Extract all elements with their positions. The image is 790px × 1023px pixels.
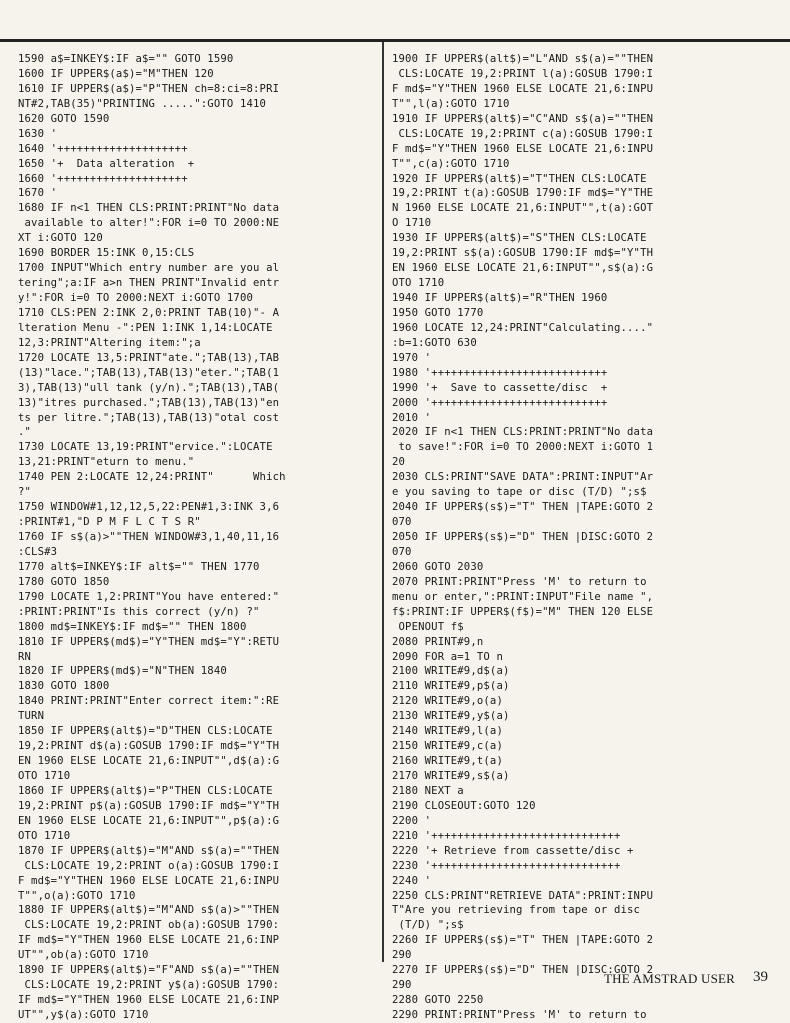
- code-line: tering";a:IF a>n THEN PRINT"Invalid entr: [18, 277, 280, 290]
- code-line: F md$="Y"THEN 1960 ELSE LOCATE 21,6:INPU: [392, 142, 654, 155]
- code-line: 1660 '++++++++++++++++++++: [18, 172, 188, 185]
- code-line: 2160 WRITE#9,t(a): [392, 755, 503, 768]
- code-line: 2020 IF n<1 THEN CLS:PRINT:PRINT"No data: [392, 426, 654, 439]
- code-line: 1650 '+ Data alteration +: [18, 157, 195, 170]
- column-divider: [382, 42, 384, 962]
- code-line: 1590 a$=INKEY$:IF a$="" GOTO 1590: [18, 53, 234, 65]
- code-line: 1670 ': [18, 187, 58, 200]
- code-line: IF md$="Y"THEN 1960 ELSE LOCATE 21,6:INP: [18, 934, 280, 947]
- code-line: 2180 NEXT a: [392, 784, 464, 797]
- code-line: 1820 IF UPPER$(md$)="N"THEN 1840: [18, 665, 227, 678]
- code-line: CLS:LOCATE 19,2:PRINT o(a):GOSUB 1790:I: [18, 859, 280, 872]
- code-line: :b=1:GOTO 630: [392, 336, 477, 349]
- code-line: 13,21:PRINT"eturn to menu.": [18, 456, 195, 469]
- listing-left-column: [18, 52, 380, 1021]
- code-line: 1760 IF s$(a)>""THEN WINDOW#3,1,40,11,16: [18, 531, 280, 543]
- code-line: 19,2:PRINT t(a):GOSUB 1790:IF md$="Y"THE: [392, 187, 654, 200]
- code-line: 2080 PRINT#9,n: [392, 635, 484, 648]
- code-line: 2140 WRITE#9,l(a): [392, 725, 503, 738]
- code-line: 070: [392, 516, 412, 529]
- code-line: .": [18, 426, 32, 439]
- code-line: 2200 ': [392, 814, 432, 827]
- code-line: 1680 IF n<1 THEN CLS:PRINT:PRINT"No data: [18, 202, 280, 215]
- code-line: e you saving to tape or disc (T/D) ";s$: [392, 486, 647, 499]
- code-line: ts per litre.";TAB(13),TAB(13)"otal cost: [18, 411, 280, 424]
- code-line: 1850 IF UPPER$(alt$)="D"THEN CLS:LOCATE: [18, 725, 273, 738]
- code-line: :PRINT:PRINT"Is this correct (y/n) ?": [18, 605, 260, 618]
- code-line: CLS:LOCATE 19,2:PRINT l(a):GOSUB 1790:I: [392, 67, 654, 80]
- code-line: 3),TAB(13)"ull tank (y/n).";TAB(13),TAB(: [18, 381, 280, 394]
- code-line: O 1710: [392, 217, 432, 230]
- code-line: OPENOUT f$: [392, 620, 464, 633]
- code-line: 2130 WRITE#9,y$(a): [392, 710, 510, 723]
- code-line: 1890 IF UPPER$(alt$)="F"AND s$(a)=""THEN: [18, 964, 280, 977]
- code-line: 1770 alt$=INKEY$:IF alt$="" THEN 1770: [18, 560, 260, 573]
- code-line: CLS:LOCATE 19,2:PRINT y$(a):GOSUB 1790:: [18, 979, 280, 992]
- code-line: :PRINT#1,"D P M F L C T S R": [18, 516, 201, 529]
- code-line: 1920 IF UPPER$(alt$)="T"THEN CLS:LOCATE: [392, 172, 647, 185]
- code-line: T"",l(a):GOTO 1710: [392, 97, 510, 110]
- code-line: 2210 '+++++++++++++++++++++++++++++: [392, 829, 621, 842]
- code-line: 2150 WRITE#9,c(a): [392, 740, 503, 753]
- code-line: 1990 '+ Save to cassette/disc +: [392, 381, 608, 394]
- code-line: 1970 ': [392, 351, 432, 364]
- code-line: 1700 INPUT"Which entry number are you al: [18, 262, 280, 275]
- code-line: 1940 IF UPPER$(alt$)="R"THEN 1960: [392, 292, 608, 304]
- code-line: 1620 GOTO 1590: [18, 112, 110, 125]
- code-line: 1950 GOTO 1770: [392, 306, 484, 319]
- code-line: 1690 BORDER 15:INK 0,15:CLS: [18, 247, 195, 260]
- code-line: 290: [392, 979, 412, 992]
- page-number: 39: [753, 969, 768, 985]
- code-line: 1860 IF UPPER$(alt$)="P"THEN CLS:LOCATE: [18, 784, 273, 797]
- code-line: 2060 GOTO 2030: [392, 560, 484, 573]
- code-line: menu or enter,":PRINT:INPUT"File name ",: [392, 590, 654, 603]
- code-line: 1630 ': [18, 127, 58, 140]
- code-line: CLS:LOCATE 19,2:PRINT ob(a):GOSUB 1790:: [18, 919, 280, 932]
- code-line: 2250 CLS:PRINT"RETRIEVE DATA":PRINT:INPU: [392, 889, 654, 902]
- code-line: 2100 WRITE#9,d$(a): [392, 665, 510, 678]
- code-line: EN 1960 ELSE LOCATE 21,6:INPUT"",s$(a):G: [392, 262, 654, 275]
- code-line: 1880 IF UPPER$(alt$)="M"AND s$(a)>""THEN: [18, 904, 280, 917]
- code-line: 2260 IF UPPER$(s$)="T" THEN |TAPE:GOTO 2: [392, 934, 654, 947]
- code-line: 2290 PRINT:PRINT"Press 'M' to return to: [392, 1009, 647, 1021]
- code-line: 2170 WRITE#9,s$(a): [392, 770, 510, 782]
- code-line: 1980 '+++++++++++++++++++++++++++: [392, 366, 608, 379]
- code-line: CLS:LOCATE 19,2:PRINT c(a):GOSUB 1790:I: [392, 127, 654, 140]
- code-line: (13)"lace.";TAB(13),TAB(13)"eter.";TAB(1: [18, 366, 280, 379]
- code-line: TURN: [18, 710, 45, 723]
- code-line: UT"",ob(a):GOTO 1710: [18, 949, 149, 962]
- code-line: 1740 PEN 2:LOCATE 12,24:PRINT" Which: [18, 471, 286, 484]
- code-line: OTO 1710: [18, 770, 71, 782]
- code-line: 1960 LOCATE 12,24:PRINT"Calculating....": [392, 321, 654, 334]
- code-line: IF md$="Y"THEN 1960 ELSE LOCATE 21,6:INP: [18, 994, 280, 1007]
- code-line: 290: [392, 949, 412, 962]
- code-line: 1720 LOCATE 13,5:PRINT"ate.";TAB(13),TAB: [18, 351, 280, 364]
- code-line: 1600 IF UPPER$(a$)="M"THEN 120: [18, 67, 214, 80]
- code-line: UT"",y$(a):GOTO 1710: [18, 1009, 149, 1021]
- code-line: ?": [18, 486, 32, 499]
- code-line: 2070 PRINT:PRINT"Press 'M' to return to: [392, 575, 647, 588]
- code-line: 1800 md$=INKEY$:IF md$="" THEN 1800: [18, 620, 247, 633]
- code-line: 2280 GOTO 2250: [392, 994, 484, 1007]
- code-line: 13)"itres purchased.";TAB(13),TAB(13)"en: [18, 396, 280, 409]
- code-line: 19,2:PRINT s$(a):GOSUB 1790:IF md$="Y"TH: [392, 247, 654, 260]
- code-line: 070: [392, 545, 412, 558]
- code-line: 1750 WINDOW#1,12,12,5,22:PEN#1,3:INK 3,6: [18, 501, 280, 514]
- code-line: 1870 IF UPPER$(alt$)="M"AND s$(a)=""THEN: [18, 844, 280, 857]
- code-line: 2220 '+ Retrieve from cassette/disc +: [392, 844, 634, 857]
- top-rule: [0, 39, 790, 42]
- code-line: y!":FOR i=0 TO 2000:NEXT i:GOTO 1700: [18, 292, 254, 304]
- code-line: N 1960 ELSE LOCATE 21,6:INPUT"",t(a):GOT: [392, 202, 654, 215]
- code-line: 2010 ': [392, 411, 432, 424]
- code-line: 2000 '+++++++++++++++++++++++++++: [392, 396, 608, 409]
- code-line: 19,2:PRINT p$(a):GOSUB 1790:IF md$="Y"TH: [18, 799, 280, 812]
- code-line: 1900 IF UPPER$(alt$)="L"AND s$(a)=""THEN: [392, 53, 654, 65]
- code-line: (T/D) ";s$: [392, 919, 464, 932]
- footer-magazine-title: THE AMSTRAD USER: [604, 971, 736, 986]
- code-line: OTO 1710: [18, 829, 71, 842]
- code-line: 1780 GOTO 1850: [18, 575, 110, 588]
- code-line: F md$="Y"THEN 1960 ELSE LOCATE 21,6:INPU: [18, 874, 280, 887]
- code-line: 2230 '+++++++++++++++++++++++++++++: [392, 859, 621, 872]
- code-line: 2050 IF UPPER$(s$)="D" THEN |DISC:GOTO 2: [392, 531, 654, 543]
- code-line: 20: [392, 456, 406, 469]
- code-line: 1710 CLS:PEN 2:INK 2,0:PRINT TAB(10)"- A: [18, 306, 280, 319]
- code-line: EN 1960 ELSE LOCATE 21,6:INPUT"",p$(a):G: [18, 814, 280, 827]
- code-line: XT i:GOTO 120: [18, 232, 103, 245]
- code-line: 1810 IF UPPER$(md$)="Y"THEN md$="Y":RETU: [18, 635, 280, 648]
- code-line: 2120 WRITE#9,o(a): [392, 695, 503, 708]
- code-line: F md$="Y"THEN 1960 ELSE LOCATE 21,6:INPU: [392, 82, 654, 95]
- code-line: 1790 LOCATE 1,2:PRINT"You have entered:": [18, 590, 280, 603]
- code-line: 1910 IF UPPER$(alt$)="C"AND s$(a)=""THEN: [392, 112, 654, 125]
- code-line: 1610 IF UPPER$(a$)="P"THEN ch=8:ci=8:PRI: [18, 82, 280, 95]
- code-line: 2030 CLS:PRINT"SAVE DATA":PRINT:INPUT"Ar: [392, 471, 654, 484]
- code-line: :CLS#3: [18, 545, 58, 558]
- code-line: 12,3:PRINT"Altering item:";a: [18, 336, 201, 349]
- code-line: available to alter!":FOR i=0 TO 2000:NE: [18, 217, 280, 230]
- code-line: 2240 ': [392, 874, 432, 887]
- code-line: 1730 LOCATE 13,19:PRINT"ervice.":LOCATE: [18, 441, 273, 454]
- code-line: T"Are you retrieving from tape or disc: [392, 904, 641, 917]
- code-line: 19,2:PRINT d$(a):GOSUB 1790:IF md$="Y"TH: [18, 740, 280, 753]
- code-line: lteration Menu -":PEN 1:INK 1,14:LOCATE: [18, 321, 273, 334]
- code-line: to save!":FOR i=0 TO 2000:NEXT i:GOTO 1: [392, 441, 654, 454]
- code-line: 2270 IF UPPER$(s$)="D" THEN |DISC:GOTO 2: [392, 964, 654, 977]
- code-line: 2040 IF UPPER$(s$)="T" THEN |TAPE:GOTO 2: [392, 501, 654, 514]
- code-line: f$:PRINT:IF UPPER$(f$)="M" THEN 120 ELSE: [392, 605, 654, 618]
- code-line: 1830 GOTO 1800: [18, 680, 110, 693]
- code-line: OTO 1710: [392, 277, 445, 290]
- code-line: 1930 IF UPPER$(alt$)="S"THEN CLS:LOCATE: [392, 232, 647, 245]
- code-line: T"",o(a):GOTO 1710: [18, 889, 136, 902]
- code-line: 1640 '++++++++++++++++++++: [18, 142, 188, 155]
- code-line: T"",c(a):GOTO 1710: [392, 157, 510, 170]
- code-line: RN: [18, 650, 32, 663]
- code-line: NT#2,TAB(35)"PRINTING .....":GOTO 1410: [18, 97, 267, 110]
- code-line: 2090 FOR a=1 TO n: [392, 650, 503, 663]
- code-line: 2110 WRITE#9,p$(a): [392, 680, 510, 693]
- code-line: 1840 PRINT:PRINT"Enter correct item:":RE: [18, 695, 280, 708]
- code-line: 2190 CLOSEOUT:GOTO 120: [392, 799, 536, 812]
- code-line: EN 1960 ELSE LOCATE 21,6:INPUT"",d$(a):G: [18, 755, 280, 768]
